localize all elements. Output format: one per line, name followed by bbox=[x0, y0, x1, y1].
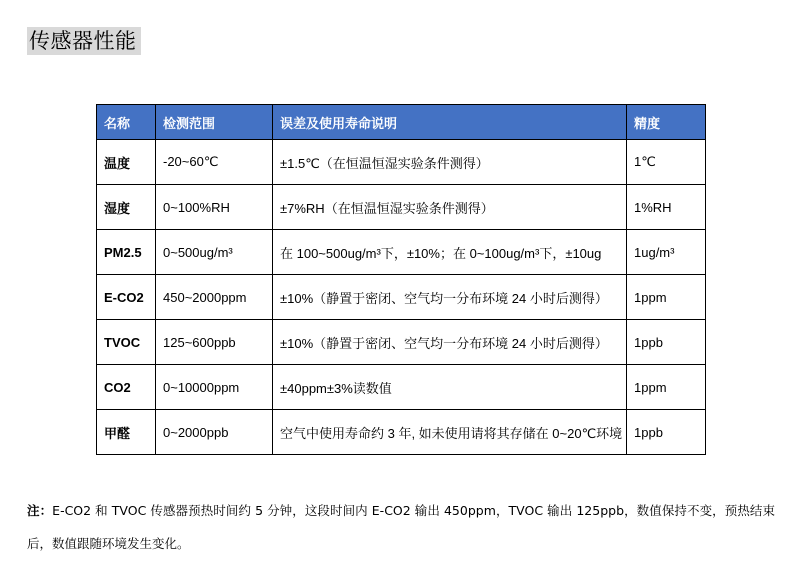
cell-precision: 1ppm bbox=[627, 365, 706, 410]
header-error: 误差及使用寿命说明 bbox=[273, 105, 627, 140]
table-row bbox=[97, 320, 706, 365]
sensor-performance-table bbox=[96, 104, 706, 455]
table-row bbox=[97, 230, 706, 275]
header-range: 检测范围 bbox=[156, 105, 273, 140]
footnote bbox=[27, 494, 775, 560]
cell-error: ±10%（静置于密闭、空气均一分布环境 24 小时后测得） bbox=[273, 320, 627, 365]
cell-range: 125~600ppb bbox=[156, 320, 273, 365]
table-row bbox=[97, 275, 706, 320]
cell-name: PM2.5 bbox=[97, 230, 156, 275]
cell-precision: 1ppb bbox=[627, 320, 706, 365]
cell-precision: 1ppm bbox=[627, 275, 706, 320]
table-row bbox=[97, 410, 706, 455]
cell-name: TVOC bbox=[97, 320, 156, 365]
cell-name: E-CO2 bbox=[97, 275, 156, 320]
cell-name: 甲醛 bbox=[97, 410, 156, 455]
cell-range: 0~100%RH bbox=[156, 185, 273, 230]
cell-range: 0~10000ppm bbox=[156, 365, 273, 410]
page-title: 传感器性能 bbox=[27, 27, 141, 55]
footnote-label: 注： bbox=[27, 503, 53, 518]
table-row bbox=[97, 365, 706, 410]
cell-range: -20~60℃ bbox=[156, 140, 273, 185]
cell-range: 0~2000ppb bbox=[156, 410, 273, 455]
table-header-row bbox=[97, 105, 706, 140]
cell-error: ±1.5℃（在恒温恒湿实验条件测得） bbox=[273, 140, 627, 185]
cell-error: 空气中使用寿命约 3 年, 如未使用请将其存储在 0~20℃环境 bbox=[273, 410, 627, 455]
cell-range: 0~500ug/m³ bbox=[156, 230, 273, 275]
cell-precision: 1ppb bbox=[627, 410, 706, 455]
cell-precision: 1℃ bbox=[627, 140, 706, 185]
cell-name: 温度 bbox=[97, 140, 156, 185]
cell-error: ±7%RH（在恒温恒湿实验条件测得） bbox=[273, 185, 627, 230]
table-row bbox=[97, 185, 706, 230]
footnote-text: E-CO2 和 TVOC 传感器预热时间约 5 分钟，这段时间内 E-CO2 输出 450ppm，TVOC 输出 125ppb，数值保持不变，预热结束后，数值跟随环境发生变化。 bbox=[27, 503, 775, 551]
header-precision: 精度 bbox=[627, 105, 706, 140]
cell-name: CO2 bbox=[97, 365, 156, 410]
cell-error: 在 100~500ug/m³下，±10%；在 0~100ug/m³下，±10ug bbox=[273, 230, 627, 275]
header-name: 名称 bbox=[97, 105, 156, 140]
cell-name: 湿度 bbox=[97, 185, 156, 230]
cell-range: 450~2000ppm bbox=[156, 275, 273, 320]
cell-error: ±10%（静置于密闭、空气均一分布环境 24 小时后测得） bbox=[273, 275, 627, 320]
cell-error: ±40ppm±3%读数值 bbox=[273, 365, 627, 410]
table-row bbox=[97, 140, 706, 185]
cell-precision: 1%RH bbox=[627, 185, 706, 230]
cell-precision: 1ug/m³ bbox=[627, 230, 706, 275]
